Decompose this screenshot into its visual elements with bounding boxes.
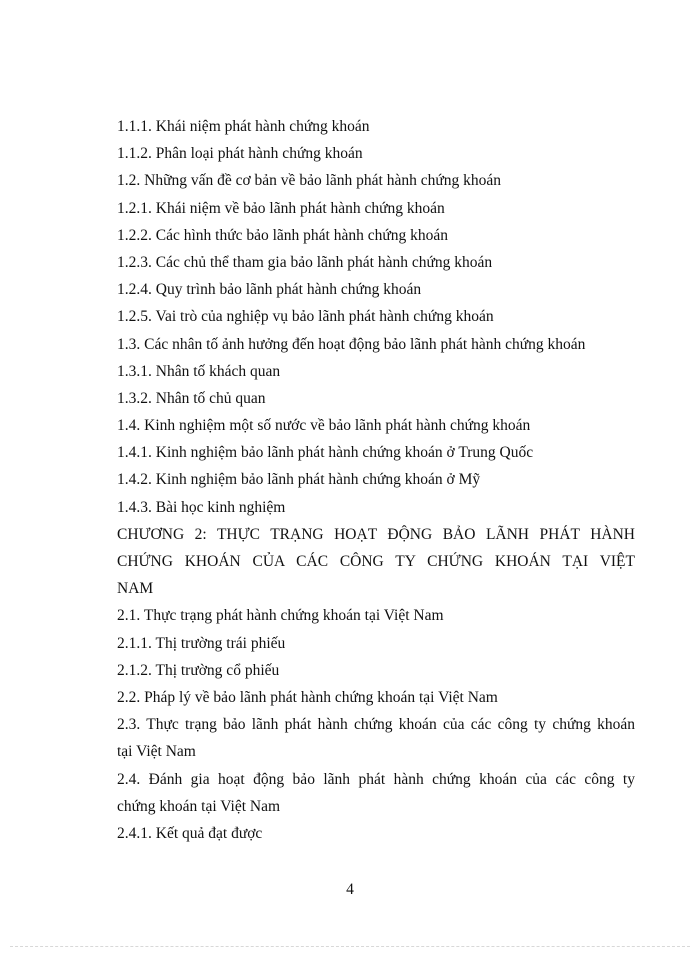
- toc-entry: 1.4.3. Bài học kinh nghiệm: [117, 498, 286, 516]
- toc-entry: 1.1.2. Phân loại phát hành chứng khoán: [117, 145, 363, 163]
- toc-entry: 2.3. Thực trạng bảo lãnh phát hành chứng khoán của các công ty chứng khoán: [117, 716, 635, 734]
- toc-entry: 1.1.1. Khái niệm phát hành chứng khoán: [117, 118, 370, 135]
- table-of-contents: [117, 113, 635, 847]
- toc-entry-continuation: chứng khoán tại Việt Nam: [117, 797, 281, 815]
- page-number: 4: [346, 881, 354, 898]
- toc-entry: 1.4.1. Kinh nghiệm bảo lãnh phát hành chứng khoán ở Trung Quốc: [117, 444, 534, 462]
- toc-entry: 1.2.4. Quy trình bảo lãnh phát hành chứng khoán: [117, 281, 422, 299]
- chapter-heading-line: CHỨNG KHOÁN CỦA CÁC CÔNG TY CHỨNG KHOÁN TẠI VIỆT: [117, 553, 635, 570]
- toc-entry-continuation: tại Việt Nam: [117, 743, 196, 761]
- toc-entry: 1.3. Các nhân tố ảnh hưởng đến hoạt động bảo lãnh phát hành chứng khoán: [117, 335, 586, 353]
- toc-entry: 1.2.1. Khái niệm về bảo lãnh phát hành chứng khoán: [117, 199, 445, 217]
- page-bottom-divider: [10, 946, 690, 947]
- toc-entry: 1.2. Những vấn đề cơ bản về bảo lãnh phát hành chứng khoán: [117, 172, 501, 190]
- toc-entry: 2.1.2. Thị trường cổ phiếu: [117, 661, 280, 679]
- toc-entry: 1.4. Kinh nghiệm một số nước về bảo lãnh phát hành chứng khoán: [117, 417, 531, 435]
- toc-entry: 1.2.2. Các hình thức bảo lãnh phát hành chứng khoán: [117, 226, 449, 244]
- toc-entry: 1.4.2. Kinh nghiệm bảo lãnh phát hành chứng khoán ở Mỹ: [117, 471, 481, 489]
- toc-entry: 1.2.3. Các chủ thể tham gia bảo lãnh phát hành chứng khoán: [117, 253, 493, 271]
- toc-entry: 1.3.1. Nhân tố khách quan: [117, 362, 281, 380]
- toc-entry: 1.3.2. Nhân tố chủ quan: [117, 389, 266, 407]
- toc-entry: 2.4. Đánh gia hoạt động bảo lãnh phát hành chứng khoán của các công ty: [117, 770, 635, 788]
- toc-entry: 2.2. Pháp lý về bảo lãnh phát hành chứng khoán tại Việt Nam: [117, 688, 498, 706]
- toc-entry: 2.1.1. Thị trường trái phiếu: [117, 634, 286, 652]
- toc-entry: 2.1. Thực trạng phát hành chứng khoán tại Việt Nam: [117, 607, 444, 625]
- chapter-heading-line: CHƯƠNG 2: THỰC TRẠNG HOẠT ĐỘNG BẢO LÃNH PHÁT HÀNH: [117, 525, 635, 543]
- toc-entry: 1.2.5. Vai trò của nghiệp vụ bảo lãnh phát hành chứng khoán: [117, 308, 494, 326]
- toc-entry: 2.4.1. Kết quả đạt được: [117, 824, 263, 842]
- chapter-heading-line: NAM: [117, 580, 154, 598]
